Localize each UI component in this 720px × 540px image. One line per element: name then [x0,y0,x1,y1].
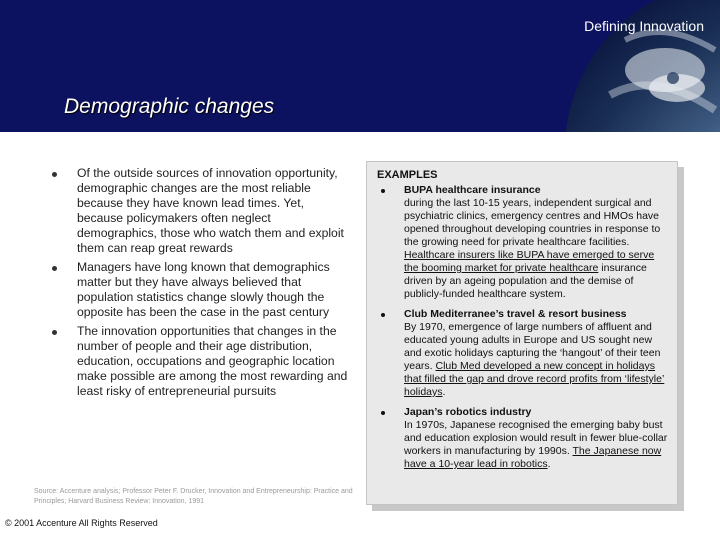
bullet-icon [52,330,57,335]
bullet-item [40,324,350,399]
example-text: In 1970s, Japanese recognised the emerging baby bust and education explosion would result in fewer blue-collar workers in manufacturing by 1990s. [404,419,668,457]
bullet-text: Of the outside sources of innovation opportunity, demographic changes are the most reliable because they have known lead times. Yet, because policymakers often neglect demographics, those who watch them and exploit them can reap great rewards [77,166,344,255]
example-body [404,197,669,301]
example-title: Club Mediterranee’s travel & resort business [404,308,627,320]
examples-box [366,161,678,505]
example-body [404,419,669,471]
example-title: Japan’s robotics industry [404,406,532,418]
example-body [404,321,669,399]
bullet-icon [381,313,385,317]
example-item [377,184,669,301]
example-text: By 1970, emergence of large numbers of affluent and educated young adults in Europe and US sought new and exotic holidays capturing the ‘hangout’ of their teen years. [404,321,661,372]
copyright: © 2001 Accenture All Rights Reserved [5,518,158,528]
bullet-icon [52,172,57,177]
example-highlight: The Japanese now have a 10-year lead in robotics [404,445,662,470]
bullet-icon [381,189,385,193]
bullet-icon [52,266,57,271]
slide-title: Demographic changes [64,95,275,118]
bullet-item [40,260,350,320]
example-item [377,406,669,471]
example-tail: . [547,458,551,470]
example-text: during the last 10-15 years, independent surgical and psychiatric clinics, emergency centres and HMOs have opened throughout developing countries in response to the growing need for private healthcare facilities. [404,197,661,248]
main-bullet-list [40,166,350,403]
bullet-icon [381,411,385,415]
example-highlight: Club Med developed a new concept in holidays that filled the gap and drove record profits from ‘lifestyle’ holidays [404,360,665,398]
example-title: BUPA healthcare insurance [404,184,541,196]
example-tail: insurance driven by an ageing population and the demise of publicly-funded healthcare system. [404,262,647,300]
source-note: Source: Accenture analysis; Professor Peter F. Drucker, Innovation and Entrepreneurship: Practice and Principles; Harvard Business Review: Innovation, 1991 [34,488,353,505]
example-item [377,308,669,399]
bullet-item [40,166,350,256]
bullet-text: Managers have long known that demographics matter but they have always believed that population statistics change slowly though the opposite has been the case in the past century [77,260,330,319]
section-label: Defining Innovation [584,18,704,34]
examples-heading: EXAMPLES [377,169,438,181]
bullet-text: The innovation opportunities that changes in the number of people and their age distribution, education, occupations and geographic location make possible are among the most rewarding and least risky of entrepreneurial pursuits [77,324,348,398]
example-tail: . [442,386,446,398]
example-highlight: Healthcare insurers like BUPA have emerged to serve the booming market for private healthcare [404,249,655,274]
header-banner [0,0,720,132]
